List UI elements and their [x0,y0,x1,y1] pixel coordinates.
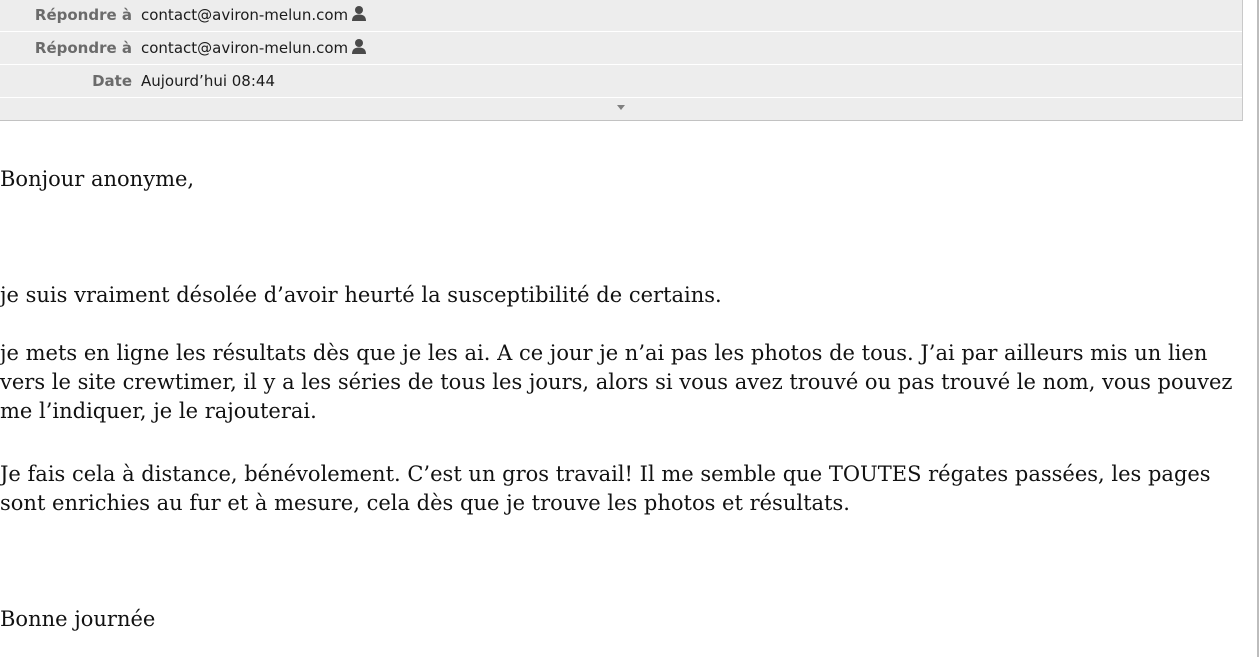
person-icon[interactable] [351,38,367,55]
header-label-reply-to-2: Répondre à [34,39,132,57]
body-paragraph-apology: je suis vraiment désolée d’avoir heurté la susceptibilité de certains. [0,283,722,307]
header-label-date: Date [92,72,132,90]
date-value: Aujourd’hui 08:44 [141,72,275,90]
message-header-pane [0,0,1243,121]
header-label-reply-to: Répondre à [34,6,132,24]
header-collapse-toggle[interactable] [0,99,1242,120]
body-paragraph-results: je mets en ligne les résultats dès que je les ai. A ce jour je n’ai pas les photos de tous. J’ai par ailleurs mis un lien vers le site crewtimer, il y a les séries de tous les jours, alors si vous avez trouvé ou pas trouvé le nom, vous pouvez me l’indiquer, je le rajouterai. [0,341,1233,423]
header-row-date [0,66,1242,98]
reply-to-address[interactable]: contact@aviron-melun.com [141,6,349,24]
person-icon[interactable] [351,5,367,22]
header-row-reply-to [0,0,1242,32]
header-row-reply-to-2 [0,33,1242,65]
window-edge [1257,0,1259,657]
greeting-line: Bonjour anonyme, [0,167,195,191]
header-value-date [141,72,275,90]
reply-to-address-2[interactable]: contact@aviron-melun.com [141,39,349,57]
body-paragraph-volunteer: Je fais cela à distance, bénévolement. C’est un gros travail! Il me semble que TOUTES régates passées, les pages sont enrichies au fur et à mesure, cela dès que je trouve les photos et résultats. [0,462,1211,515]
header-value-reply-to-2[interactable] [141,39,367,57]
header-value-reply-to[interactable] [141,6,367,24]
closing-line: Bonne journée [0,607,156,631]
triangle-down-icon[interactable] [617,105,625,110]
